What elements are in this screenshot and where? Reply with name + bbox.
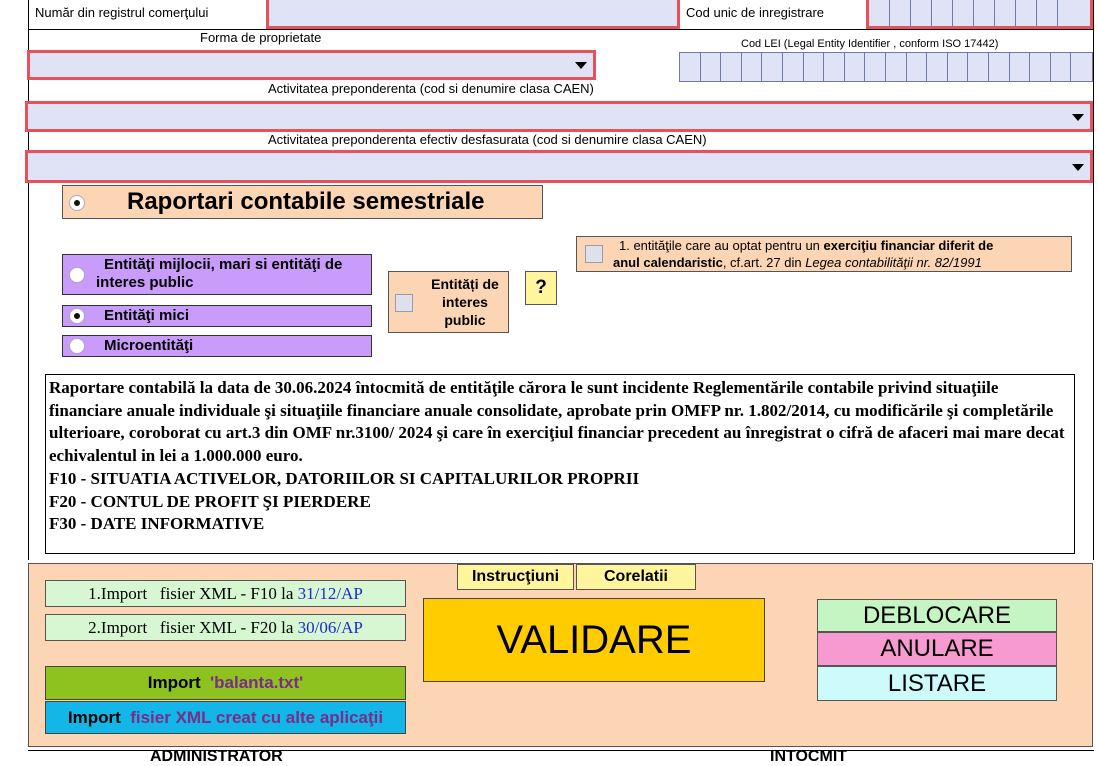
listare-button[interactable]: LISTARE (817, 666, 1057, 701)
cui-input[interactable] (866, 0, 1093, 29)
exercitiu-bold2: anul calendaristic (613, 255, 723, 270)
form-left-border (28, 0, 29, 560)
exercitiu-text (613, 237, 1069, 271)
raportari-semestriale-option[interactable] (62, 185, 543, 219)
forma-proprietate-select[interactable] (27, 50, 596, 80)
f10-line: F10 - SITUATIA ACTIVELOR, DATORIILOR SI CAPITALURILOR PROPRII (49, 468, 640, 488)
import-xml-button[interactable] (45, 701, 406, 734)
radio-icon (69, 308, 85, 324)
description-box (45, 374, 1075, 554)
activitate-efectiva-select[interactable] (25, 150, 1093, 183)
import-f10-label: 1.Import fisier XML - F10 la (88, 583, 298, 603)
forma-label: Forma de proprietate (200, 30, 322, 45)
f30-line: F30 - DATE INFORMATIVE (49, 514, 265, 534)
description-paragraph: Raportare contabilă la data de 30.06.2024 întocmită de entităţile cărora le sunt incidente Reglementările contabile privind situaţiile financiare anuale individuale şi situaţiile financiare anuale consolidate, aprobate prin OMFP nr. 1.802/2014, cu modificările şi completările ulterioare, coroborat cu art.3 din OMF nr.3100/ 2024 şi care în exerciţiul financiar precedent au înregistrat o cifră de afaceri mai mare decat echivalentul in lei a 1.000.000 euro. (49, 378, 1065, 466)
microentitati-option[interactable] (62, 335, 372, 357)
entitati-mari-option[interactable] (62, 254, 372, 295)
import-f20-date: 30/06/AP (297, 617, 363, 637)
exercitiu-italic: Legea contabilităţii nr. 82/1991 (805, 255, 982, 270)
lei-input[interactable] (679, 52, 1093, 82)
exercitiu-part1: 1. entităţile care au optat pentru un (619, 238, 824, 253)
import-balanta-button[interactable] (45, 666, 406, 700)
radio-icon (69, 267, 85, 283)
import-f10-date: 31/12/AP (297, 583, 363, 603)
form-right-border (1093, 0, 1094, 560)
cui-label: Cod unic de inregistrare (686, 5, 825, 20)
import-f20-button[interactable] (45, 614, 406, 641)
import-xml-label: Import (67, 707, 131, 727)
import-f20-label: 2.Import fisier XML - F20 la (88, 617, 298, 637)
entitati-mici-option[interactable] (62, 305, 372, 327)
reg-com-input[interactable] (266, 0, 680, 29)
checkbox-icon (395, 294, 413, 312)
import-xml-text: fisier XML creat cu alte aplicaţii (130, 707, 384, 727)
anulare-button[interactable]: ANULARE (817, 632, 1057, 666)
deblocare-button[interactable]: DEBLOCARE (817, 599, 1057, 632)
corelatii-button[interactable]: Corelatii (576, 564, 696, 590)
entitati-mari-label: Entităţi mijlocii, mari si entităţi de interes public (96, 256, 343, 291)
exercitiu-bold1: exerciţiu financiar diferit de (823, 238, 994, 253)
checkbox-icon (585, 245, 603, 263)
chevron-down-icon (575, 62, 587, 69)
interes-public-option[interactable] (388, 271, 509, 333)
radio-icon (69, 338, 85, 354)
radio-icon (69, 195, 85, 211)
row-divider (28, 29, 1094, 30)
reg-com-label: Număr din registrul comerţului (35, 5, 209, 20)
instructiuni-button[interactable]: Instrucţiuni (457, 564, 574, 590)
intocmit-label: INTOCMIT (770, 748, 848, 765)
exercitiu-tail: , cf.art. 27 din (722, 255, 806, 270)
validare-button[interactable]: VALIDARE (423, 598, 765, 682)
raportari-label: Raportari contabile semestriale (127, 188, 485, 215)
entitati-mici-label: Entităţi mici (104, 307, 190, 324)
exercitiu-diferit-option[interactable] (576, 236, 1072, 272)
microentitati-label: Microentităţi (104, 337, 194, 354)
chevron-down-icon (1072, 164, 1084, 171)
import-balanta-label: Import (147, 673, 211, 692)
import-balanta-file: 'balanta.txt' (210, 673, 304, 692)
help-button[interactable]: ? (525, 271, 557, 305)
lei-label: Cod LEI (Legal Entity Identifier , conform ISO 17442) (741, 38, 999, 50)
activitate-efectiva-label: Activitatea preponderenta efectiv desfasurata (cod si denumire clasa CAEN) (268, 132, 707, 147)
f20-line: F20 - CONTUL DE PROFIT ŞI PIERDERE (49, 491, 371, 511)
administrator-label: ADMINISTRATOR (150, 748, 283, 765)
interes-public-label: Entități de interes public (431, 276, 499, 328)
import-f10-button[interactable] (45, 580, 406, 607)
activitate-select[interactable] (25, 101, 1093, 132)
chevron-down-icon (1072, 114, 1084, 121)
activitate-label: Activitatea preponderenta (cod si denumire clasa CAEN) (268, 81, 594, 96)
